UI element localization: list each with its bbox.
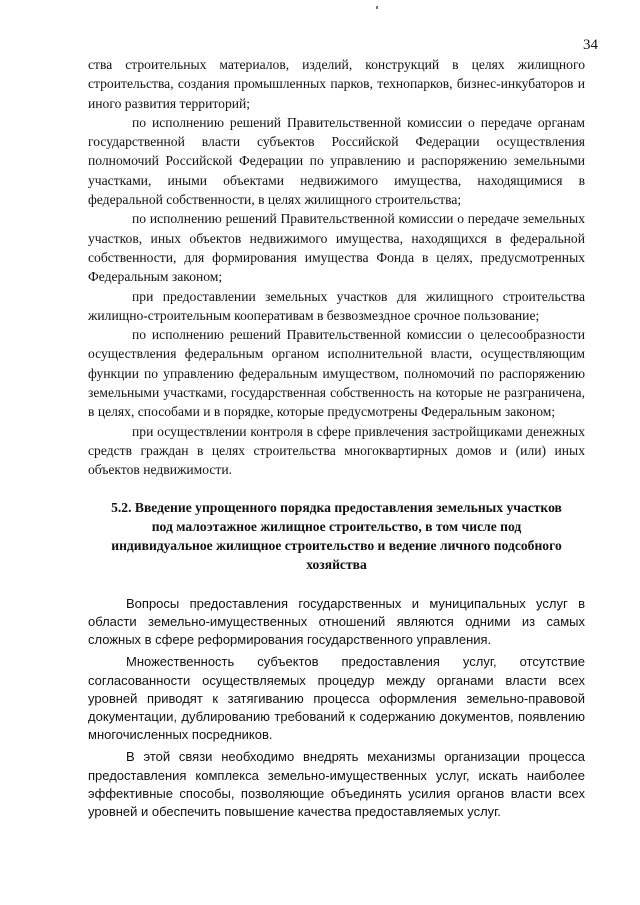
document-body — [88, 55, 585, 825]
section-heading: 5.2. Введение упрощенного порядка предоставления земельных участков под малоэтажное жилищное строительство, в том числе под индивидуальное жилищное строительство и ведение личного подсобного хозяйства — [111, 499, 562, 573]
paragraph-cooperative-land-use: при предоставлении земельных участков для жилищного строительства жилищно-строительным кооперативам в безвозмездное срочное пользование; — [88, 288, 585, 323]
section-paragraph-1: Вопросы предоставления государственных и муниципальных услуг в области земельно-имущественных отношений являются одними из самых сложных в сфере реформирования государственного управления. — [88, 595, 585, 648]
paragraph-federal-commission-transfer-powers: по исполнению решений Правительственной комиссии о передаче органам государственной власти субъектов Российской Федерации осуществления полномочий Российской Федерации по управлению и распоряжению земельными участками, иными объектами недвижимого имущества, находящимися в федеральной собственности, в целях жилищного строительства; — [88, 114, 585, 208]
paragraph-federal-commission-expediency: по исполнению решений Правительственной комиссии о целесообразности осуществления федеральным органом исполнительной власти, осуществляющим функции по управлению федеральным имуществом, полномочий по распоряжению земельными участками, государственная собственность на которые не разграничена, в целях, способами и в порядке, которые предусмотрены Федеральным законом; — [88, 327, 585, 420]
section-body — [88, 595, 585, 821]
paragraph-federal-commission-transfer-land: по исполнению решений Правительственной комиссии о передаче земельных участков, иных объектов недвижимого имущества, находящихся в федеральной собственности, для формирования имущества Фонда в целях, предусмотренных Федеральным законом; — [88, 211, 585, 285]
scan-artifact-dot — [376, 6, 378, 9]
paragraph-continuation: ства строительных материалов, изделий, конструкций в целях жилищного строительства, создания промышленных парков, технопарков, бизнес-инкубаторов и иного развития территорий; — [88, 57, 585, 111]
paragraph-developer-control: при осуществлении контроля в сфере привлечения застройщиками денежных средств граждан в целях строительства многоквартирных домов и (или) иных объектов недвижимости. — [88, 423, 585, 478]
section-paragraph-2: Множественность субъектов предоставления услуг, отсутствие согласованности осуществляемых процедур между органами власти всех уровней приводят к затягиванию процесса оформления земельно-правовой документации, дублированию требований к содержанию документов, появлению многочисленных посредников. — [88, 654, 585, 743]
page-number: 34 — [583, 37, 598, 53]
section-paragraph-3: В этой связи необходимо внедрять механизмы организации процесса предоставления комплекса земельно-имущественных услуг, искать наиболее эффективные способы, позволяющие объединять усилия органов власти всех уровней и обеспечить повышение качества предоставляемых услуг. — [88, 749, 585, 819]
